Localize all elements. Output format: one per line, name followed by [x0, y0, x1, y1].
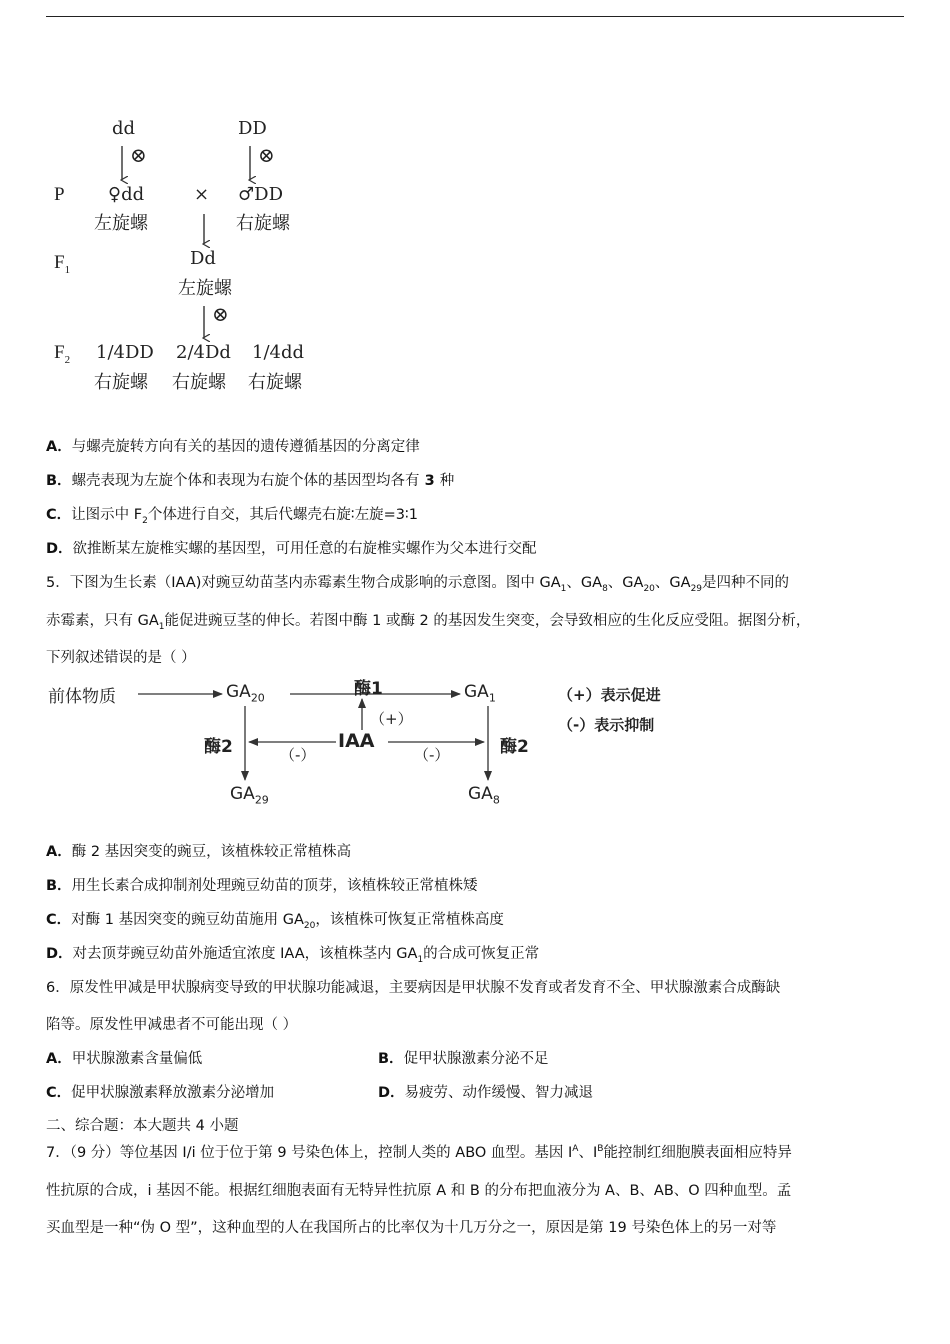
- q6-option-a: A．甲状腺激素含量偏低: [46, 1051, 203, 1067]
- q5-option-a: A．酶 2 基因突变的豌豆，该植株较正常植株高: [46, 844, 352, 860]
- q7-stem-line3: 买血型是一种“伪 O 型”，这种血型的人在我国所占的比率仅为十几万分之一，原因是第 19 号染色体上的另一对等: [46, 1220, 777, 1236]
- q5-stem-line3: 下列叙述错误的是（ ）: [46, 650, 196, 666]
- p-male-phenotype: 右旋螺: [236, 213, 290, 234]
- ga29-label: $GA_{29}$: [230, 784, 269, 807]
- precursor-label: 前体物质: [48, 687, 116, 707]
- q7-stem-line1: 7．（9 分）等位基因 I/i 位于位于第 9 号染色体上，控制人类的 ABO 血型。基因 $I^A$、$I^B$能控制红细胞膜表面相应特异: [46, 1144, 792, 1161]
- p-female-phenotype: 左旋螺: [94, 213, 148, 234]
- q6-option-b: B．促甲状腺激素分泌不足: [378, 1051, 549, 1067]
- row-label-p: P: [54, 184, 65, 205]
- promote-symbol: （+）: [370, 710, 413, 728]
- self-cross-icon: ⊗: [212, 302, 229, 326]
- section-heading: 二、综合题：本大题共 4 小题: [46, 1118, 239, 1134]
- p-female-genotype: ♀dd: [108, 184, 145, 205]
- enzyme2-right-label: 酶2: [500, 737, 529, 757]
- inhibit-right-symbol: （-）: [414, 746, 450, 764]
- iaa-label: IAA: [338, 730, 375, 752]
- q4-option-b: B．螺壳表现为左旋个体和表现为右旋个体的基因型均各有 3 种: [46, 473, 455, 489]
- q5-option-c: C．对酶 1 基因突变的豌豆幼苗施用 $GA_{20}$，该植株可恢复正常植株高度: [46, 912, 504, 931]
- cross-diagram: [0, 0, 330, 400]
- legend-promote: （+）表示促进: [558, 686, 661, 704]
- ga20-label: $GA_{20}$: [226, 682, 265, 705]
- q6-stem-line2: 陷等。原发性甲减患者不可能出现（ ）: [46, 1017, 298, 1033]
- q6-option-d: D．易疲劳、动作缓慢、智力减退: [378, 1085, 594, 1101]
- legend-inhibit: （-）表示抑制: [558, 716, 655, 734]
- f2-genotype: 1/4dd: [252, 342, 305, 363]
- f2-genotype: 2/4Dd: [176, 342, 231, 363]
- self-cross-icon: ⊗: [130, 143, 147, 167]
- cross-symbol: ×: [194, 184, 210, 205]
- q7-stem-line2: 性抗原的合成，i 基因不能。根据红细胞表面有无特异性抗原 A 和 B 的分布把血液分为 A、B、AB、O 四种血型。孟: [46, 1183, 792, 1199]
- q4-option-a: A．与螺壳旋转方向有关的基因的遗传遵循基因的分离定律: [46, 439, 420, 455]
- enzyme2-left-label: 酶2: [204, 737, 233, 757]
- f2-phenotype: 右旋螺: [94, 372, 148, 393]
- q5-option-b: B．用生长素合成抑制剂处理豌豆幼苗的顶芽，该植株较正常植株矮: [46, 878, 478, 894]
- q4-option-c: C．让图示中 $F_2$个体进行自交，其后代螺壳右旋∶左旋=3∶1: [46, 507, 418, 526]
- ga8-label: $GA_8$: [468, 784, 500, 807]
- ga1-label: $GA_1$: [464, 682, 496, 705]
- iaa-diagram: [40, 672, 700, 822]
- f1-phenotype: 左旋螺: [178, 278, 232, 299]
- top-left-genotype: dd: [112, 118, 136, 139]
- row-label-f1: $F_1$: [54, 252, 71, 276]
- top-right-genotype: DD: [238, 118, 267, 139]
- q5-stem-line1: 5．下图为生长素（IAA)对豌豆幼苗茎内赤霉素生物合成影响的示意图。图中 $GA_1$、$GA_8$、$GA_{20}$、$GA_{29}$是四种不同的: [46, 575, 790, 594]
- row-label-f2: $F_2$: [54, 342, 71, 366]
- p-male-genotype: ♂DD: [238, 184, 283, 205]
- q6-option-c: C．促甲状腺激素释放激素分泌增加: [46, 1085, 275, 1101]
- q5-stem-line2: 赤霉素，只有 $GA_1$能促进豌豆茎的伸长。若图中酶 1 或酶 2 的基因发生突变，会导致相应的生化反应受阻。据图分析，: [46, 613, 811, 632]
- q4-option-d: D．欲推断某左旋椎实螺的基因型，可用任意的右旋椎实螺作为父本进行交配: [46, 541, 537, 557]
- q5-option-d: D．对去顶芽豌豆幼苗外施适宜浓度 IAA，该植株茎内 $GA_1$的合成可恢复正常: [46, 946, 540, 965]
- f2-phenotype: 右旋螺: [248, 372, 302, 393]
- inhibit-left-symbol: （-）: [280, 746, 316, 764]
- f1-genotype: Dd: [190, 248, 216, 269]
- f2-phenotype: 右旋螺: [172, 372, 226, 393]
- q6-stem-line1: 6．原发性甲减是甲状腺病变导致的甲状腺功能减退，主要病因是甲状腺不发育或者发育不全、甲状腺激素合成酶缺: [46, 980, 781, 996]
- enzyme1-label: 酶1: [354, 679, 383, 699]
- f2-genotype: 1/4DD: [96, 342, 154, 363]
- self-cross-icon: ⊗: [258, 143, 275, 167]
